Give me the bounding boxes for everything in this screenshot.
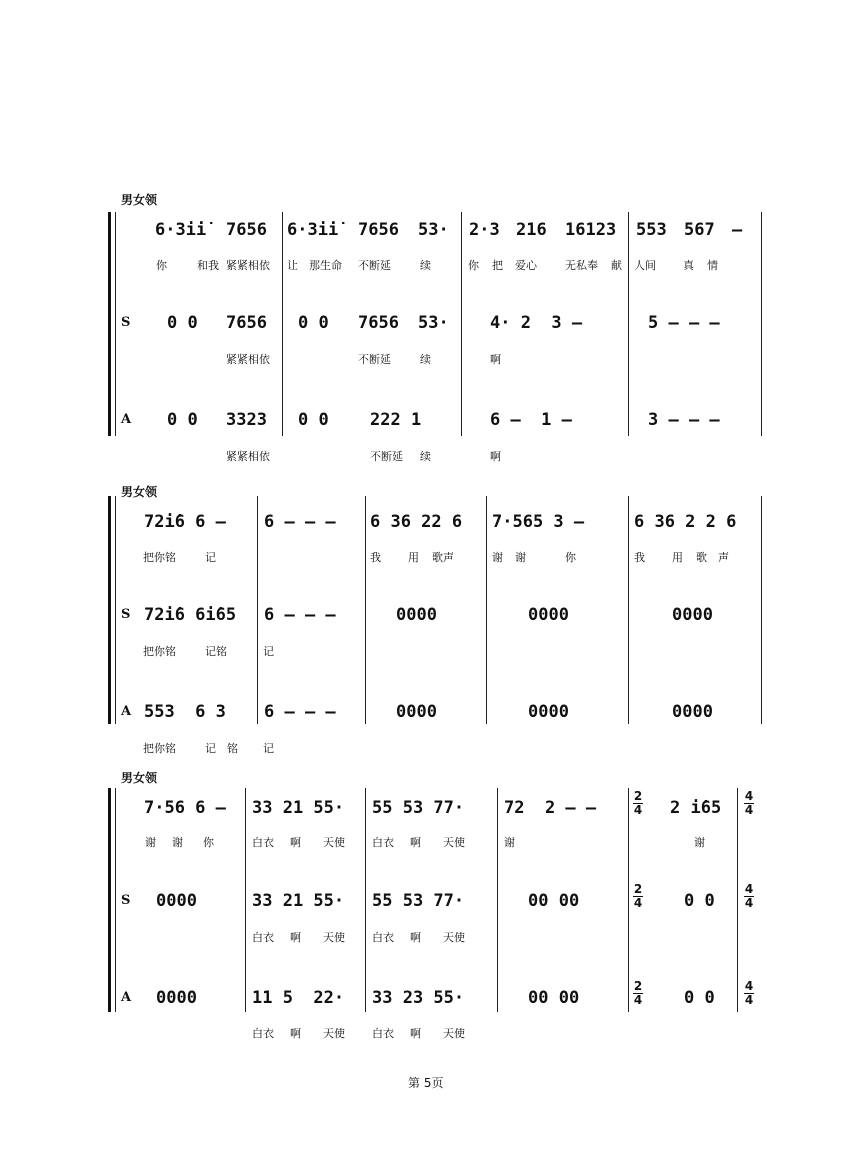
system-start-line xyxy=(115,496,116,724)
jianpu-notes: 0000 xyxy=(396,605,437,625)
lyric-text: 啊 xyxy=(410,836,421,849)
lyric-text: 我 xyxy=(634,551,645,564)
lyric-text: 谢 xyxy=(694,836,705,849)
jianpu-notes: 55 53 77· xyxy=(372,798,465,818)
time-signature: 4 4 xyxy=(744,979,754,1007)
jianpu-notes: 53· xyxy=(418,313,449,333)
lyric-text: 人间 xyxy=(634,259,656,272)
jianpu-notes: 11 5 22· xyxy=(252,988,345,1008)
lyric-text: 把你铭 xyxy=(143,645,176,658)
lyric-text: 续 xyxy=(420,259,431,272)
barline xyxy=(365,788,366,1012)
lyric-text: 献 xyxy=(611,259,622,272)
jianpu-notes: 7656 xyxy=(226,313,267,333)
lyric-text: 谢 xyxy=(172,836,183,849)
voice-part-label: S xyxy=(121,893,131,908)
jianpu-notes: 553 6 3 xyxy=(144,702,226,722)
lyric-text: 谢 xyxy=(515,551,526,564)
lyric-text: 啊 xyxy=(290,836,301,849)
voice-part-label: A xyxy=(121,990,132,1005)
jianpu-notes: 567 xyxy=(684,220,715,240)
lyric-text: 你 xyxy=(156,259,167,272)
time-signature: 2 4 xyxy=(633,979,643,1007)
system-brace xyxy=(108,496,111,724)
jianpu-notes: 6 – 1 – xyxy=(490,410,572,430)
jianpu-notes: 72i̇6 6i̇65 xyxy=(144,605,237,625)
time-signature: 2 4 xyxy=(633,882,643,910)
lyric-text: 你 xyxy=(565,551,576,564)
jianpu-notes: 553 xyxy=(636,220,667,240)
jianpu-notes: 72i̇6 6 – xyxy=(144,512,226,532)
lyric-text: 谢 xyxy=(492,551,503,564)
lyric-text: 天使 xyxy=(323,1027,345,1040)
jianpu-notes: 3 – – – xyxy=(648,410,720,430)
lyric-text: 记 xyxy=(263,645,274,658)
jianpu-notes: 55 53 77· xyxy=(372,891,465,911)
jianpu-notes: 53· xyxy=(418,220,449,240)
lyric-text: 那生命 xyxy=(309,259,342,272)
jianpu-notes: 33 21 55· xyxy=(252,891,345,911)
jianpu-notes: 6 – – – xyxy=(264,605,336,625)
jianpu-notes: 7656 xyxy=(358,220,399,240)
lyric-text: 无私奉 xyxy=(565,259,598,272)
jianpu-notes: 0 0 xyxy=(167,313,198,333)
jianpu-notes: 5 – – – xyxy=(648,313,720,333)
jianpu-notes: 0000 xyxy=(672,605,713,625)
lyric-text: 记 xyxy=(205,742,216,755)
jianpu-notes: 6·3i̇i̇ xyxy=(287,220,339,240)
lyric-text: 声 xyxy=(718,551,729,564)
lyric-text: 紧紧相依 xyxy=(226,353,270,366)
jianpu-notes: 16123 xyxy=(565,220,617,240)
lyric-text: 把你铭 xyxy=(143,742,176,755)
lyric-text: 情 xyxy=(707,259,718,272)
jianpu-notes: 2 i̇65 xyxy=(670,798,722,818)
lyric-text: 谢 xyxy=(145,836,156,849)
lyric-text: 白衣 xyxy=(372,931,394,944)
lyric-text: 谢 xyxy=(504,836,515,849)
jianpu-notes: 0000 xyxy=(528,605,569,625)
time-signature: 4 4 xyxy=(744,882,754,910)
jianpu-notes: 33 23 55· xyxy=(372,988,465,1008)
jianpu-notes: 0000 xyxy=(396,702,437,722)
barline xyxy=(761,496,762,724)
jianpu-notes: 0 0 xyxy=(298,410,329,430)
jianpu-notes: 0000 xyxy=(672,702,713,722)
lyric-text: 爱心 xyxy=(515,259,537,272)
barline xyxy=(628,496,629,724)
lyric-text: 铭 xyxy=(227,742,238,755)
jianpu-notes: 6·3i̇i̇ xyxy=(155,220,207,240)
lyric-text: 不断延 xyxy=(358,259,391,272)
lyric-text: 真 xyxy=(683,259,694,272)
lyric-text: 紧紧相依 xyxy=(226,450,270,463)
lyric-text: 和我 xyxy=(197,259,219,272)
lyric-text: 不断延 xyxy=(358,353,391,366)
lyric-text: 天使 xyxy=(323,931,345,944)
jianpu-notes: 2·3 xyxy=(469,220,500,240)
lyric-text: 啊 xyxy=(410,1027,421,1040)
jianpu-notes: 4· 2 3 – xyxy=(490,313,583,333)
jianpu-notes: 0000 xyxy=(156,891,197,911)
jianpu-notes: 33 21 55· xyxy=(252,798,345,818)
barline xyxy=(486,496,487,724)
page-number: 第 5页 xyxy=(408,1076,444,1090)
lyric-text: 啊 xyxy=(410,931,421,944)
lyric-text: 续 xyxy=(420,450,431,463)
jianpu-notes: 6 – – – xyxy=(264,512,336,532)
time-signature: 4 4 xyxy=(744,789,754,817)
barline xyxy=(245,788,246,1012)
lyric-text: 我 xyxy=(370,551,381,564)
lead-voice-label: 男女领 xyxy=(121,485,158,499)
voice-part-label: A xyxy=(121,412,132,427)
jianpu-notes: 72 2 – – xyxy=(504,798,597,818)
jianpu-notes: 7·565 3 – xyxy=(492,512,585,532)
lyric-text: 紧紧相依 xyxy=(226,259,270,272)
lyric-text: 你 xyxy=(468,259,479,272)
barline xyxy=(365,496,366,724)
lyric-text: 白衣 xyxy=(372,1027,394,1040)
jianpu-notes: 0000 xyxy=(528,702,569,722)
jianpu-notes: 216 xyxy=(516,220,547,240)
jianpu-notes: – xyxy=(732,220,743,240)
lyric-text: 不断延 xyxy=(370,450,403,463)
jianpu-notes: 7656 xyxy=(226,220,267,240)
lyric-text: 天使 xyxy=(443,931,465,944)
jianpu-notes: 6 36 2 2 6 xyxy=(634,512,737,532)
jianpu-notes: 00 00 xyxy=(528,988,580,1008)
lyric-text: 白衣 xyxy=(252,1027,274,1040)
lyric-text: 白衣 xyxy=(252,836,274,849)
jianpu-notes: 0 0 xyxy=(684,891,715,911)
lyric-text: 你 xyxy=(203,836,214,849)
jianpu-notes: 0 0 xyxy=(684,988,715,1008)
lead-voice-label: 男女领 xyxy=(121,771,158,785)
lyric-text: 啊 xyxy=(290,931,301,944)
lyric-text: 记铭 xyxy=(205,645,227,658)
jianpu-notes: 7656 xyxy=(358,313,399,333)
jianpu-notes: 0000 xyxy=(156,988,197,1008)
voice-part-label: S xyxy=(121,607,131,622)
lyric-text: 用 xyxy=(408,551,419,564)
lyric-text: 啊 xyxy=(290,1027,301,1040)
lyric-text: 续 xyxy=(420,353,431,366)
lyric-text: 啊 xyxy=(490,353,501,366)
jianpu-notes: 7·56 6 – xyxy=(144,798,226,818)
lyric-text: 天使 xyxy=(323,836,345,849)
lyric-text: 把你铭 xyxy=(143,551,176,564)
lyric-text: 记 xyxy=(205,551,216,564)
lyric-text: 啊 xyxy=(490,450,501,463)
jianpu-notes: 6 36 22 6 xyxy=(370,512,463,532)
lyric-text: 用 xyxy=(672,551,683,564)
system-brace xyxy=(108,788,111,1012)
voice-part-label: S xyxy=(121,315,131,330)
jianpu-notes: 0 0 xyxy=(167,410,198,430)
lyric-text: 让 xyxy=(287,259,298,272)
lyric-text: 天使 xyxy=(443,1027,465,1040)
jianpu-notes: 6 – – – xyxy=(264,702,336,722)
lyric-text: 把 xyxy=(492,259,503,272)
jianpu-notes: 0 0 xyxy=(298,313,329,333)
lyric-text: 白衣 xyxy=(252,931,274,944)
barline xyxy=(257,496,258,724)
lyric-text: 歌 xyxy=(696,551,707,564)
lyric-text: 记 xyxy=(263,742,274,755)
lyric-text: 歌声 xyxy=(432,551,454,564)
barline xyxy=(497,788,498,1012)
time-signature: 2 4 xyxy=(633,789,643,817)
lyric-text: 天使 xyxy=(443,836,465,849)
voice-part-label: A xyxy=(121,704,132,719)
jianpu-notes: 222 1 xyxy=(370,410,422,430)
lyric-text: 白衣 xyxy=(372,836,394,849)
system-start-line xyxy=(115,788,116,1012)
jianpu-notes: 3323 xyxy=(226,410,267,430)
barline xyxy=(628,788,629,1012)
jianpu-notes: 00 00 xyxy=(528,891,580,911)
lead-voice-label: 男女领 xyxy=(121,193,158,207)
barline xyxy=(737,788,738,1012)
